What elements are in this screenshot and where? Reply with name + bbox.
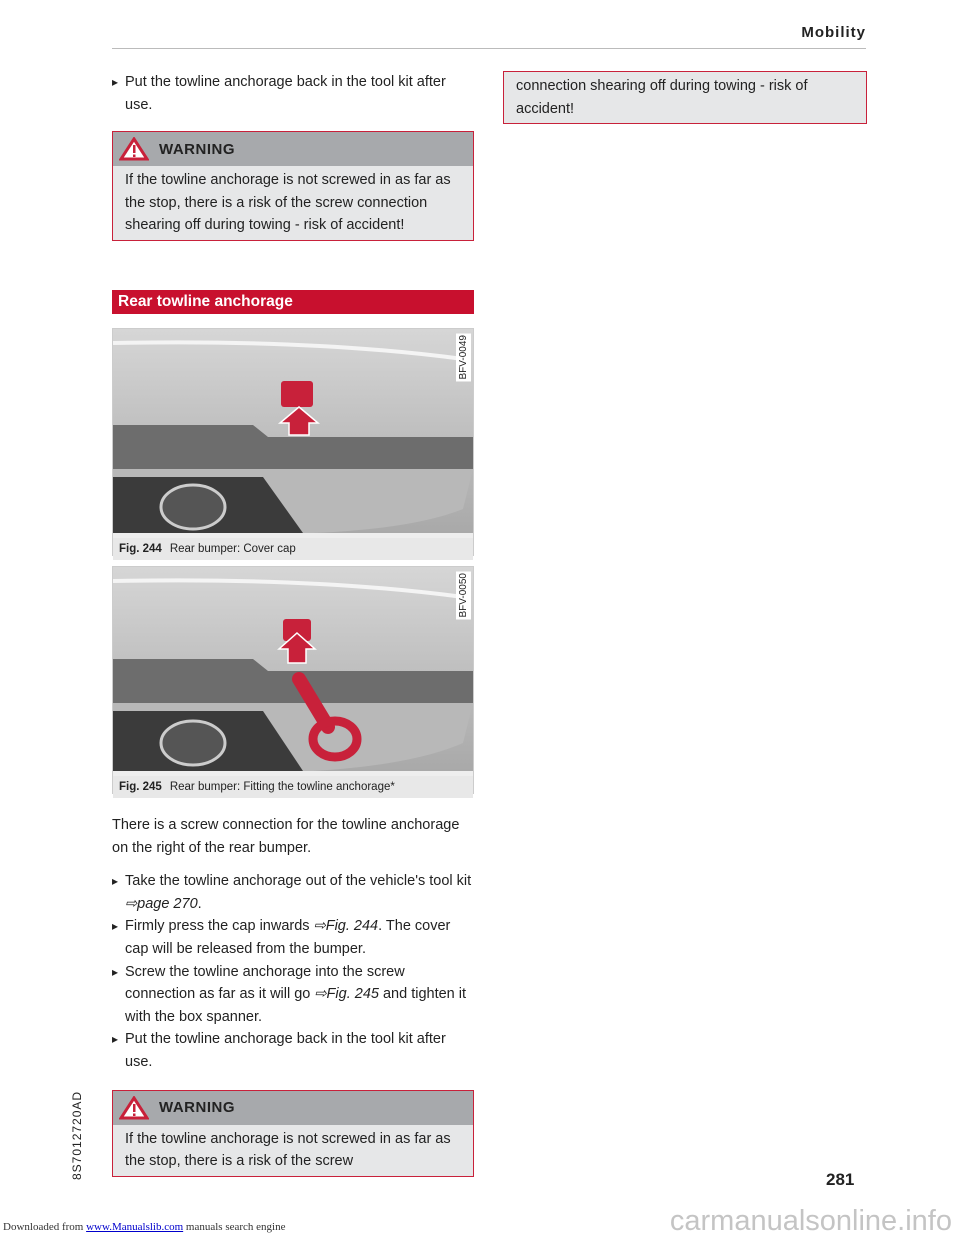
page-number: 281: [826, 1170, 855, 1189]
intro-paragraph: There is a screw connection for the towline anchorage on the right of the rear bumper.: [112, 817, 460, 856]
bumper-cover-cap-illustration: [113, 329, 473, 533]
manualslib-link[interactable]: www.Manualslib.com: [86, 1221, 184, 1233]
step-item: ▸ Put the towline anchorage back in the tool kit after use.: [112, 1028, 474, 1073]
warning-text: connection shearing off during towing - risk of accident!: [516, 78, 808, 117]
figure-reference-link[interactable]: ⇨Fig. 244: [313, 918, 379, 935]
figure-label: Fig. 244: [119, 543, 162, 555]
chapter-title: Mobility: [801, 24, 866, 41]
towline-anchorage-illustration: [113, 567, 473, 771]
caption-text: Rear bumper: Cover cap: [169, 543, 296, 555]
warning-title: WARNING: [159, 140, 235, 158]
warning-continued-box: [503, 71, 867, 124]
warning-header: [113, 1091, 473, 1125]
figure-code: BFV-0050: [458, 573, 469, 618]
document-code: 8S7012720AD: [70, 1090, 84, 1180]
cover-cap: [281, 381, 313, 407]
section-heading: Rear towline anchorage: [112, 290, 474, 314]
warning-header: [113, 132, 473, 166]
warning-box: [112, 1090, 474, 1177]
figure-caption: [113, 776, 473, 798]
step-item: ▸ Take the towline anchorage out of the vehicle's tool kit ⇨page 270.: [112, 870, 474, 915]
figure-reference-link[interactable]: ⇨Fig. 245: [314, 986, 379, 1003]
figure-code: BFV-0049: [458, 335, 469, 380]
warning-triangle-icon: [119, 1096, 149, 1120]
figure-label: Fig. 245: [119, 781, 162, 793]
header-rule: [112, 48, 866, 49]
caption-text: Rear bumper: Fitting the towline anchorage*: [169, 781, 395, 793]
warning-title: WARNING: [159, 1099, 235, 1117]
page-reference-link[interactable]: ⇨page 270: [125, 895, 198, 912]
steps-list: [112, 870, 474, 1073]
figure-245: [112, 566, 474, 794]
bullet-item: ▸ Put the towline anchorage back in the tool kit after use.: [112, 71, 475, 116]
warning-box: [112, 131, 474, 241]
figure-caption: [113, 538, 473, 560]
body-flow: [112, 814, 474, 1177]
figure-244: [112, 328, 474, 556]
warning-triangle-icon: [119, 137, 149, 161]
step-item: ▸ Screw the towline anchorage into the screw connection as far as it will go ⇨Fig. 245 and tighten it with the box spanner.: [112, 961, 474, 1029]
warning-text: If the towline anchorage is not screwed in as far as the stop, there is a risk of the screw connection shearing off during towing - risk of accident!: [125, 172, 451, 234]
warning-text: If the towline anchorage is not screwed in as far as the stop, there is a risk of the screw: [125, 1130, 451, 1170]
footer-download-note: Downloaded from www.Manualslib.com manuals search engine: [3, 1221, 286, 1233]
step-item: ▸ Firmly press the cap inwards ⇨Fig. 244. The cover cap will be released from the bumper.: [112, 915, 474, 960]
watermark: carmanualsonline.info: [669, 1205, 952, 1237]
